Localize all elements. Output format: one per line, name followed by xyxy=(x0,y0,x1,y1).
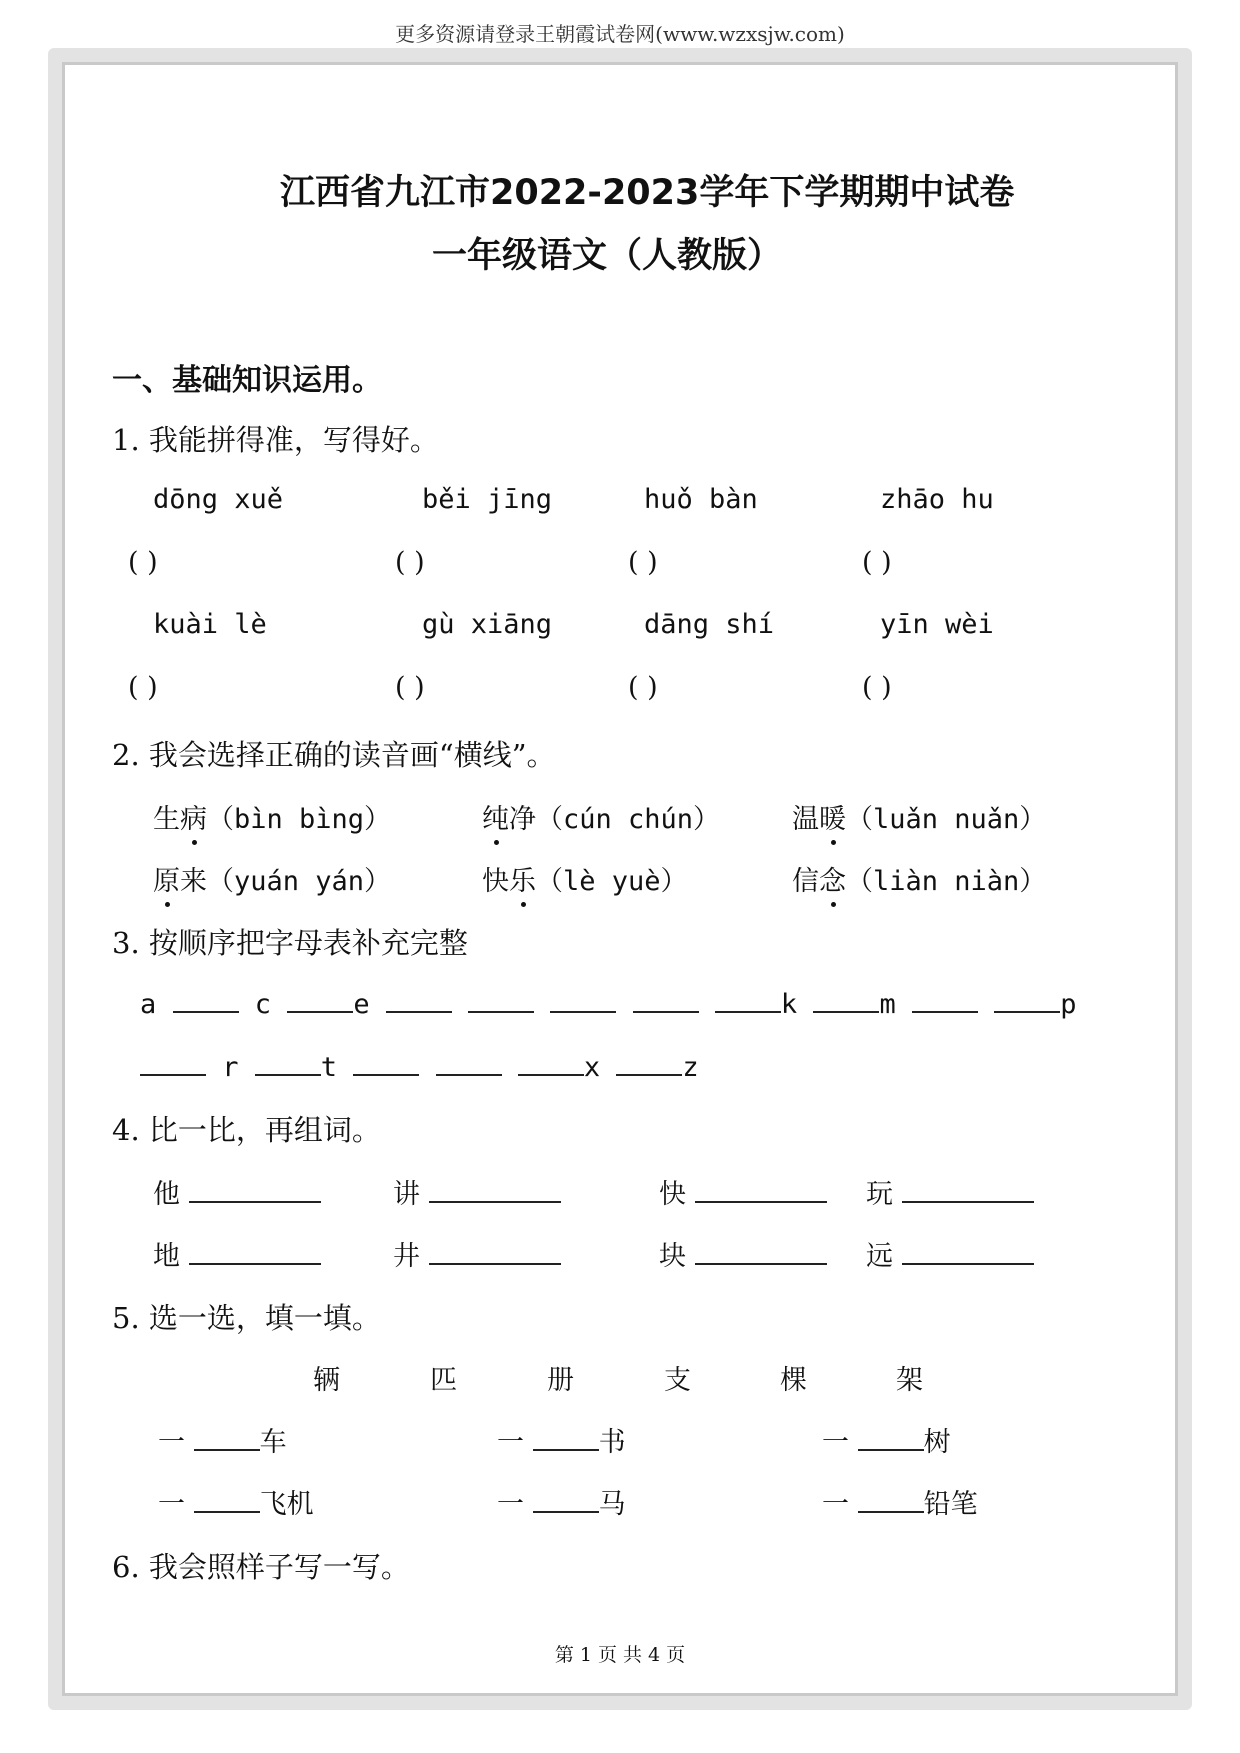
question-2-label: 2. 我会选择正确的读音画“横线”。 xyxy=(112,738,556,772)
pinyin-item: kuài lè xyxy=(153,609,267,640)
answer-paren: ( ) xyxy=(862,672,892,703)
word-blank xyxy=(429,1237,561,1265)
letter: a xyxy=(140,989,157,1020)
noun: 书 xyxy=(598,1427,626,1458)
letter-blank xyxy=(468,985,534,1013)
compare-item xyxy=(153,1172,321,1211)
reading-choice xyxy=(482,859,688,898)
letter-blank xyxy=(813,985,879,1013)
pinyin-item: huǒ bàn xyxy=(644,484,758,515)
word-part: 生 xyxy=(153,804,180,835)
measure-fill xyxy=(822,1420,951,1459)
reading-choice xyxy=(153,797,391,836)
compare-char: 地 xyxy=(153,1241,180,1272)
pinyin-options: （lè yuè） xyxy=(536,866,688,897)
compare-char: 讲 xyxy=(393,1179,420,1210)
measure-blank xyxy=(858,1485,924,1513)
letter-blank xyxy=(140,1048,206,1076)
question-5-label: 5. 选一选，填一填。 xyxy=(112,1301,381,1335)
word-blank xyxy=(189,1237,321,1265)
letter: e xyxy=(353,989,370,1020)
pinyin-item: běi jīng xyxy=(422,484,553,515)
word-blank xyxy=(429,1175,561,1203)
measure-word-option: 辆 xyxy=(313,1365,340,1396)
noun: 树 xyxy=(923,1427,951,1458)
dotted-char: 乐 xyxy=(509,866,536,897)
word-blank xyxy=(902,1175,1034,1203)
alphabet-row-1 xyxy=(140,985,1077,1020)
question-1-label: 1. 我能拼得准，写得好。 xyxy=(112,423,439,457)
word-part: 来 xyxy=(180,866,207,897)
pinyin-options: （yuán yán） xyxy=(207,866,392,897)
measure-word-option: 册 xyxy=(547,1365,574,1396)
answer-paren: ( ) xyxy=(395,672,425,703)
answer-paren: ( ) xyxy=(128,672,158,703)
compare-char: 块 xyxy=(659,1241,686,1272)
letter: c xyxy=(254,989,272,1020)
letter: r xyxy=(222,1052,239,1083)
one-char: 一 xyxy=(822,1489,849,1520)
letter-blank xyxy=(255,1048,321,1076)
header-note: 更多资源请登录王朝霞试卷网(www.wzxsjw.com) xyxy=(395,22,845,46)
compare-char: 玩 xyxy=(866,1179,893,1210)
compare-item xyxy=(393,1234,561,1273)
pinyin-item: dōng xuě xyxy=(153,484,284,515)
word-blank xyxy=(902,1237,1034,1265)
letter-blank xyxy=(912,985,978,1013)
measure-blank xyxy=(858,1423,924,1451)
compare-item xyxy=(393,1172,561,1211)
word-part: 净 xyxy=(509,804,536,835)
letter-blank xyxy=(616,1048,682,1076)
compare-item xyxy=(153,1234,321,1273)
letter: m xyxy=(879,989,896,1020)
measure-word-option: 架 xyxy=(896,1365,923,1396)
measure-fill xyxy=(158,1482,314,1521)
letter-blank xyxy=(287,985,353,1013)
dotted-char: 暖 xyxy=(819,804,846,835)
question-3-label: 3. 按顺序把字母表补充完整 xyxy=(112,926,468,960)
measure-blank xyxy=(533,1485,599,1513)
question-4-label: 4. 比一比，再组词。 xyxy=(112,1113,381,1147)
compare-char: 远 xyxy=(866,1241,893,1272)
pinyin-item: gù xiāng xyxy=(422,609,553,640)
alphabet-row-2 xyxy=(140,1048,699,1083)
dotted-char: 纯 xyxy=(482,804,509,835)
letter-blank xyxy=(550,985,616,1013)
compare-item xyxy=(659,1172,827,1211)
letter-blank xyxy=(386,985,452,1013)
noun: 铅笔 xyxy=(923,1489,978,1520)
pinyin-item: yīn wèi xyxy=(880,609,994,640)
reading-choice xyxy=(482,797,720,836)
compare-item xyxy=(866,1234,1034,1273)
title-line1: 江西省九江市2022-2023学年下学期期中试卷 xyxy=(280,173,1015,213)
reading-choice xyxy=(153,859,391,898)
word-blank xyxy=(695,1175,827,1203)
title-line2: 一年级语文（人教版） xyxy=(432,236,783,276)
letter: x xyxy=(583,1052,601,1083)
compare-char: 他 xyxy=(153,1179,180,1210)
compare-char: 快 xyxy=(659,1179,686,1210)
answer-paren: ( ) xyxy=(628,672,658,703)
pinyin-options: （liàn niàn） xyxy=(846,866,1047,897)
measure-fill xyxy=(158,1420,287,1459)
answer-paren: ( ) xyxy=(395,547,425,578)
measure-word-option: 支 xyxy=(664,1365,691,1396)
question-6-label: 6. 我会照样子写一写。 xyxy=(112,1550,410,1584)
measure-blank xyxy=(194,1485,260,1513)
noun: 车 xyxy=(259,1427,287,1458)
one-char: 一 xyxy=(497,1427,524,1458)
dotted-char: 病 xyxy=(180,804,207,835)
one-char: 一 xyxy=(158,1427,185,1458)
one-char: 一 xyxy=(497,1489,524,1520)
measure-fill xyxy=(497,1420,626,1459)
compare-item xyxy=(659,1234,827,1273)
answer-paren: ( ) xyxy=(628,547,658,578)
one-char: 一 xyxy=(158,1489,185,1520)
compare-item xyxy=(866,1172,1034,1211)
reading-choice xyxy=(792,797,1046,836)
word-part: 信 xyxy=(792,866,819,897)
noun: 马 xyxy=(598,1489,626,1520)
answer-paren: ( ) xyxy=(862,547,892,578)
letter: t xyxy=(320,1052,338,1083)
letter-blank xyxy=(994,985,1060,1013)
word-part: 温 xyxy=(792,804,819,835)
measure-word-option: 棵 xyxy=(780,1365,807,1396)
answer-paren: ( ) xyxy=(128,547,158,578)
pinyin-options: （luǎn nuǎn） xyxy=(846,804,1047,835)
measure-blank xyxy=(533,1423,599,1451)
letter-blank xyxy=(353,1048,419,1076)
letter-blank xyxy=(518,1048,584,1076)
letter-blank xyxy=(173,985,239,1013)
pinyin-options: （cún chún） xyxy=(536,804,721,835)
one-char: 一 xyxy=(822,1427,849,1458)
letter: z xyxy=(682,1052,699,1083)
letter-blank xyxy=(633,985,699,1013)
letter: k xyxy=(780,989,798,1020)
measure-word-option: 匹 xyxy=(430,1365,457,1396)
measure-fill xyxy=(822,1482,978,1521)
pinyin-options: （bìn bìng） xyxy=(207,804,392,835)
word-blank xyxy=(189,1175,321,1203)
noun: 飞机 xyxy=(259,1489,314,1520)
word-blank xyxy=(695,1237,827,1265)
section-heading: 一、基础知识运用。 xyxy=(112,363,382,398)
letter-blank xyxy=(436,1048,502,1076)
dotted-char: 念 xyxy=(819,866,846,897)
measure-fill xyxy=(497,1482,626,1521)
reading-choice xyxy=(792,859,1046,898)
compare-char: 井 xyxy=(393,1241,420,1272)
word-part: 快 xyxy=(482,866,509,897)
letter-blank xyxy=(715,985,781,1013)
letter: p xyxy=(1060,989,1077,1020)
pinyin-item: dāng shí xyxy=(644,609,775,640)
pinyin-item: zhāo hu xyxy=(880,484,994,515)
dotted-char: 原 xyxy=(153,866,180,897)
measure-blank xyxy=(194,1423,260,1451)
page-footer: 第 1 页 共 4 页 xyxy=(554,1644,686,1666)
